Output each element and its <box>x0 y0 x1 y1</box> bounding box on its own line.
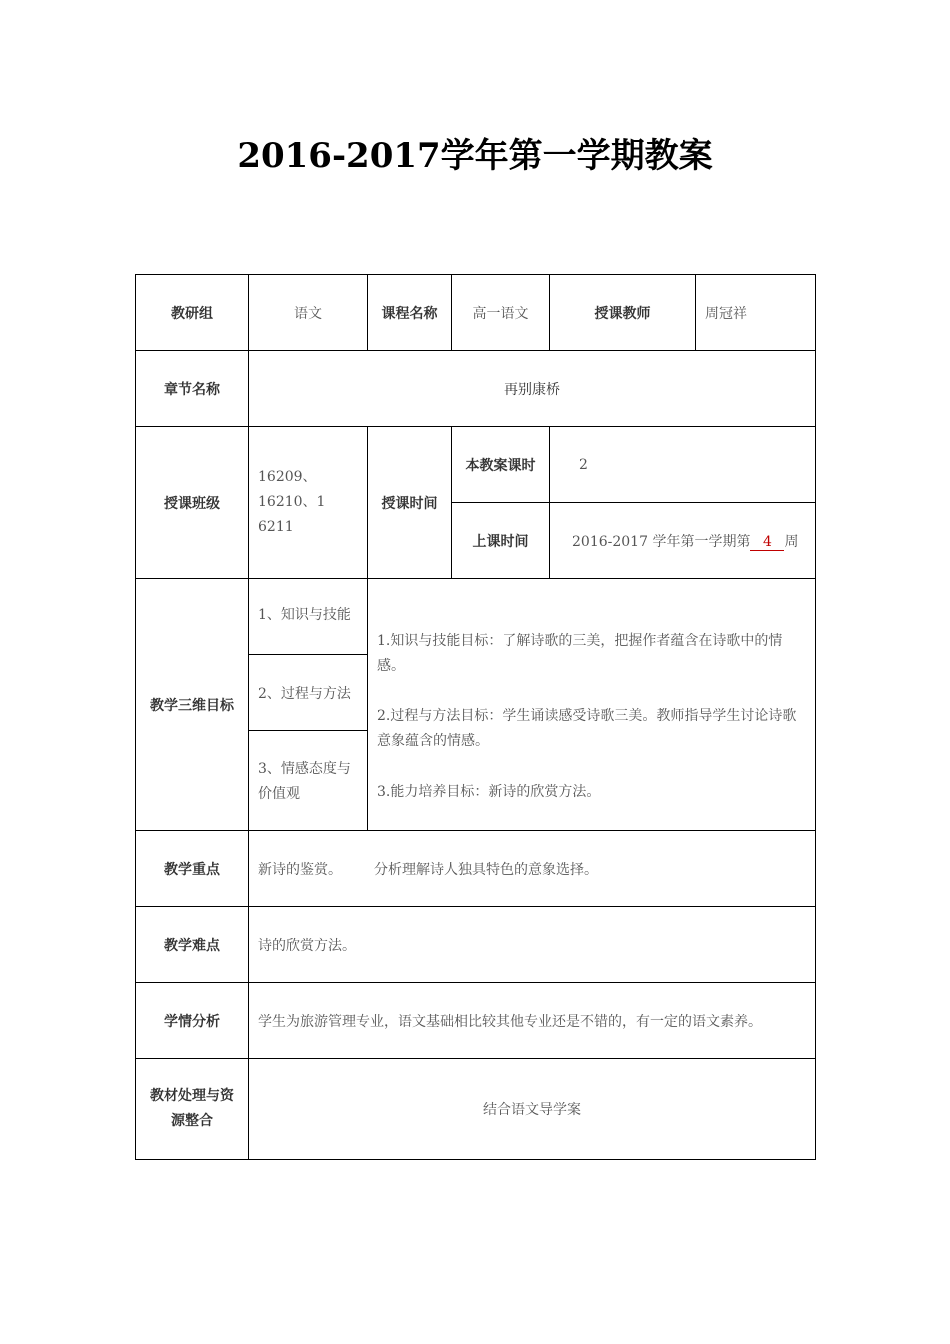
schedule-label: 上课时间 <box>452 503 550 579</box>
schedule-suffix: 周 <box>784 533 799 550</box>
goal-knowledge: 1.知识与技能目标：了解诗歌的三美，把握作者蕴含在诗歌中的情感。 <box>377 633 783 674</box>
key-points-label: 教学重点 <box>136 831 249 907</box>
key-points-value <box>249 831 816 907</box>
table-row <box>136 351 816 427</box>
group-label: 教研组 <box>136 275 249 351</box>
chapter-value: 再别康桥 <box>249 351 816 427</box>
class-value <box>249 427 368 579</box>
course-name-label: 课程名称 <box>368 275 452 351</box>
table-row <box>136 907 816 983</box>
key-points-part2: 分析理解诗人独具特色的意象选择。 <box>374 861 598 878</box>
time-label: 授课时间 <box>368 427 452 579</box>
key-points-part1: 新诗的鉴赏。 <box>258 861 342 878</box>
objectives-content <box>368 579 816 831</box>
group-value: 语文 <box>249 275 368 351</box>
table-row <box>136 275 816 351</box>
schedule-value <box>550 503 816 579</box>
teacher-value: 周冠祥 <box>696 275 816 351</box>
table-row <box>136 1059 816 1160</box>
analysis-label: 学情分析 <box>136 983 249 1059</box>
teacher-label: 授课教师 <box>550 275 696 351</box>
class-value-line1: 16209、16210、1 <box>258 469 326 510</box>
objectives-label: 教学三维目标 <box>136 579 249 831</box>
chapter-label: 章节名称 <box>136 351 249 427</box>
table-row <box>136 579 816 655</box>
table-row <box>136 427 816 503</box>
course-name-value: 高一语文 <box>452 275 550 351</box>
resources-label <box>136 1059 249 1160</box>
page-title: 2016-2017学年第一学期教案 <box>237 136 713 176</box>
resources-value: 结合语文导学案 <box>249 1059 816 1160</box>
schedule-prefix: 2016-2017 学年第一学期第 <box>572 533 751 550</box>
dim-attitude-line1: 3、情感态度与 <box>258 761 351 777</box>
dim-attitude-line2: 价值观 <box>258 786 300 802</box>
difficulties-value: 诗的欣赏方法。 <box>249 907 816 983</box>
hours-value: 2 <box>550 427 816 503</box>
class-label: 授课班级 <box>136 427 249 579</box>
goal-process-line1: 2.过程与方法目标：学生诵读感受诗歌三美。教师指导学生讨论诗歌 <box>377 708 797 724</box>
hours-label: 本教案课时 <box>452 427 550 503</box>
table-row <box>136 983 816 1059</box>
lesson-plan-table <box>135 274 816 1160</box>
objective-dim-knowledge: 1、知识与技能 <box>249 579 368 655</box>
goal-ability: 3.能力培养目标：新诗的欣赏方法。 <box>377 784 601 800</box>
goal-process-line2: 意象蕴含的情感。 <box>377 733 489 749</box>
analysis-value: 学生为旅游管理专业，语文基础相比较其他专业还是不错的，有一定的语文素养。 <box>249 983 816 1059</box>
resources-label-line1: 教材处理与资 <box>150 1088 234 1104</box>
objective-dim-process: 2、过程与方法 <box>249 655 368 731</box>
table-row <box>136 831 816 907</box>
class-value-line2: 6211 <box>258 519 294 535</box>
resources-label-line2: 源整合 <box>171 1113 213 1129</box>
schedule-week: 4 <box>750 534 784 551</box>
objective-dim-attitude <box>249 731 368 831</box>
difficulties-label: 教学难点 <box>136 907 249 983</box>
